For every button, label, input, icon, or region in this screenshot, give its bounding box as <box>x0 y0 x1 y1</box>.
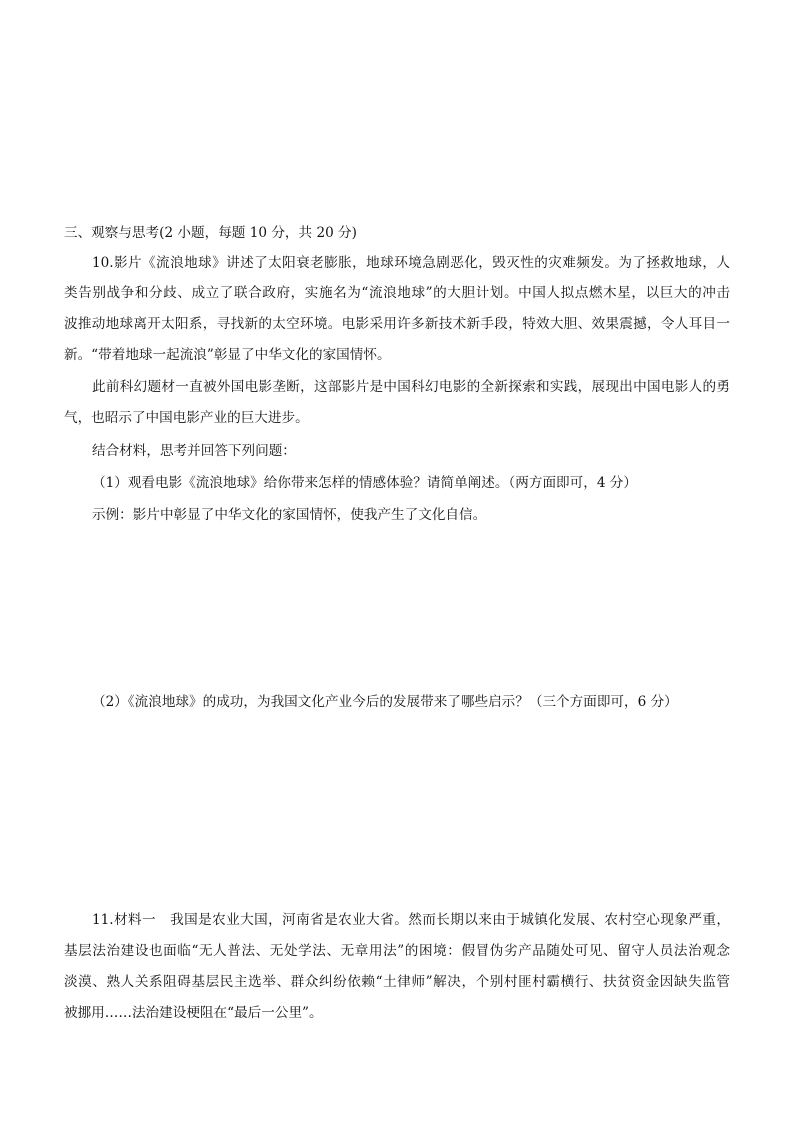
q10-line-2: 类告别战争和分歧、成立了联合政府，实施名为“流浪地球”的大胆计划。中国人拟点燃木星，以巨大的冲击 <box>64 285 730 301</box>
q10-line-4: 新。“带着地球一起流浪”彰显了中华文化的家国情怀。 <box>64 347 391 363</box>
q10-para2-line-2: 气，也昭示了中国电影产业的巨大进步。 <box>64 410 309 426</box>
q10-para2-line-1: 此前科幻题材一直被外国电影垄断，这部影片是中国科幻电影的全新探索和实践，展现出中国电影人的勇 <box>92 379 730 395</box>
q11-line-2: 基层法治建设也面临“无人普法、无处学法、无章用法”的困境：假冒伪劣产品随处可见、留守人员法治观念 <box>64 943 730 959</box>
q11-line-4: 被挪用……法治建设梗阻在“最后一公里”。 <box>64 1005 323 1021</box>
sub-question-2: （2）《流浪地球》的成功，为我国文化产业今后的发展带来了哪些启示？（三个方面即可，6 分） <box>92 694 678 710</box>
q11-line-3: 淡漠、熟人关系阻碍基层民主选举、群众纠纷依赖“土律师”解决，个别村匪村霸横行、扶贫资金因缺失监管 <box>64 974 730 990</box>
q10-line-3: 波推动地球离开太阳系，寻找新的太空环境。电影采用许多新技术新手段，特效大胆、效果震撼，令人耳目一 <box>64 316 730 332</box>
sub-question-1: （1）观看电影《流浪地球》给你带来怎样的情感体验？请简单阐述。（两方面即可，4 分） <box>92 475 637 491</box>
example-answer: 示例：影片中彰显了中华文化的家国情怀，使我产生了文化自信。 <box>92 507 487 523</box>
q10-line-1: 10.影片《流浪地球》讲述了太阳衰老膨胀，地球环境急剧恶化，毁灭性的灾难频发。为了拯救地球，人 <box>92 255 730 271</box>
q11-line-1: 11.材料一 我国是农业大国，河南省是农业大省。然而长期以来由于城镇化发展、农村空心现象严重， <box>92 912 730 928</box>
question-prompt: 结合材料，思考并回答下列问题： <box>92 443 296 459</box>
section-heading: 三、观察与思考(2 小题，每题 10 分，共 20 分) <box>64 225 357 241</box>
